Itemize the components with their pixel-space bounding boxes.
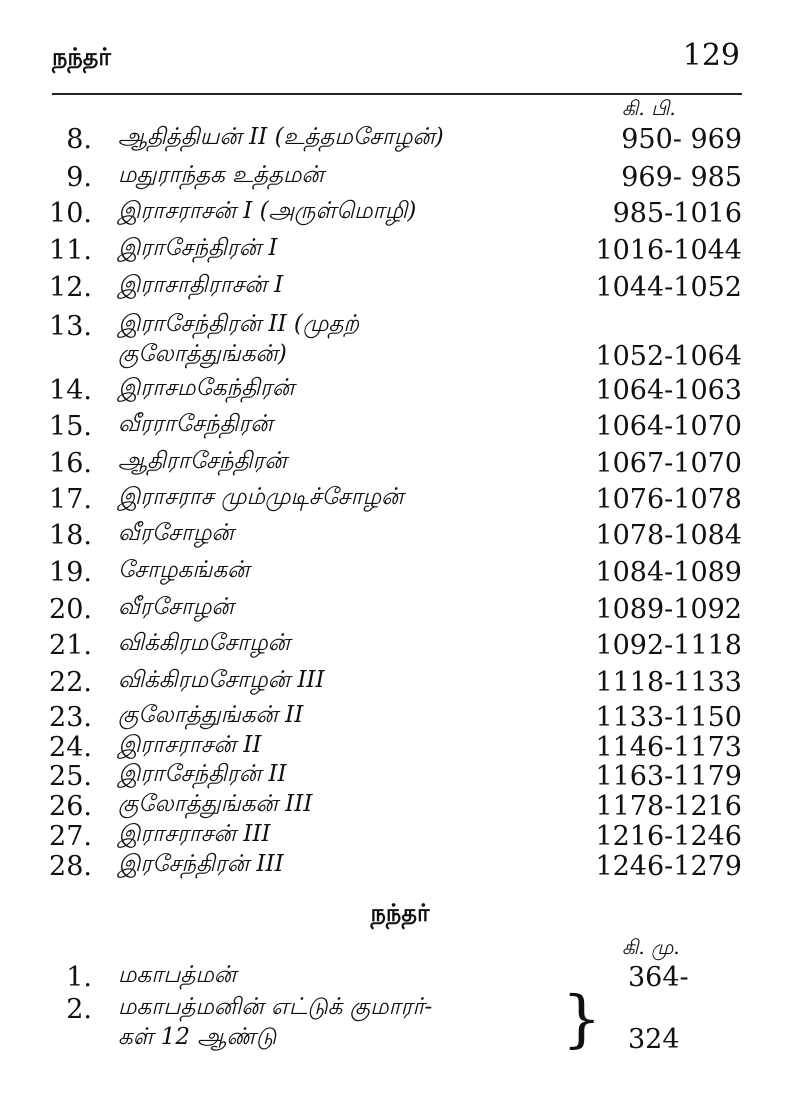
ruler-name: மகாபத்மனின் எட்டுக் குமாரர்- [118,994,433,1020]
reign-years: 1078-1084 [595,520,742,551]
reign-years: 1044-1052 [595,272,742,303]
ruler-name: மகாபத்மன் [118,962,237,988]
reign-years: 1084-1089 [595,557,742,588]
reign-years: 1064-1063 [595,375,742,406]
item-number: 19. [49,557,92,588]
list-item [0,162,800,198]
ruler-name: இராசமகேந்திரன் [118,375,295,401]
era-label-bce: கி. மு. [622,935,680,959]
item-number: 17. [49,484,92,515]
ruler-name: வீரசோழன் [118,594,234,620]
ruler-name: இராசராசன் II [118,732,262,758]
item-number: 8. [66,124,92,155]
list-item [0,484,800,520]
reign-years: 1163-1179 [595,761,742,792]
item-number: 14. [49,375,92,406]
page-header [52,38,740,88]
list-item [0,124,800,160]
item-number: 13. [49,311,92,342]
reign-years: 1089-1092 [595,594,742,625]
ruler-name: ஆதிராசேந்திரன் [118,448,287,474]
running-title: நந்தர் [52,42,111,71]
item-number: 11. [49,235,92,266]
ruler-name-continued: குலோத்துங்கன்) [118,341,287,367]
ruler-name: இராசேந்திரன் II [118,761,287,787]
reign-years: 1016-1044 [595,235,742,266]
reign-years: 985-1016 [612,198,742,229]
ruler-name: குலோத்துங்கன் III [118,791,313,817]
item-number: 1. [66,962,92,993]
item-number: 21. [49,630,92,661]
list-item [0,448,800,484]
list-item [0,311,800,372]
list-item [0,520,800,556]
reign-years: 969- 985 [621,162,742,193]
list-item [0,272,800,308]
list-item [0,594,800,630]
ruler-name: இராசராசன் I (அருள்மொழி) [118,198,417,224]
ruler-name: மதுராந்தக உத்தமன் [118,162,324,188]
ruler-name: வீரராசேந்திரன் [118,411,273,437]
reign-years: 1052-1064 [595,341,742,372]
item-number: 23. [49,702,92,733]
era-label-ce: கி. பி. [622,96,676,120]
reign-years: 1216-1246 [595,821,742,852]
reign-years: 1146-1173 [595,732,742,763]
reign-years: 1076-1078 [595,484,742,515]
ruler-name: இராசாதிராசன் I [118,272,284,298]
reign-years: 1092-1118 [595,630,742,661]
item-number: 25. [49,761,92,792]
ruler-name: இராசேந்திரன் I [118,235,278,261]
reign-years: 1246-1279 [595,851,742,882]
ruler-name: இராசேந்திரன் II (முதற் [118,311,360,337]
item-number: 28. [49,851,92,882]
list-item [0,198,800,234]
ruler-name: சோழகங்கன் [118,557,250,583]
item-number: 10. [49,198,92,229]
list-item [0,235,800,271]
list-item [0,557,800,593]
list-item [0,411,800,447]
reign-years: 1178-1216 [595,791,742,822]
item-number: 15. [49,411,92,442]
list-item [0,630,800,666]
item-number: 9. [66,162,92,193]
item-number: 16. [49,448,92,479]
reign-years: 364- [628,962,689,993]
ruler-name: விக்கிரமசோழன் [118,630,291,656]
item-number: 27. [49,821,92,852]
reign-years: 1067-1070 [595,448,742,479]
reign-years: 324 [628,1024,680,1055]
ruler-name: இரசேந்திரன் III [118,851,284,877]
section-title: நந்தர் [370,898,430,927]
list-item [0,962,800,998]
item-number: 18. [49,520,92,551]
reign-years: 1064-1070 [595,411,742,442]
header-rule [52,93,742,95]
list-item [0,851,800,887]
item-number: 22. [49,667,92,698]
item-number: 24. [49,732,92,763]
reign-years: 1133-1150 [595,702,742,733]
page-number: 129 [682,38,740,73]
list-item [0,994,800,1055]
ruler-name: விக்கிரமசோழன் III [118,667,325,693]
list-item [0,375,800,411]
ruler-name: வீரசோழன் [118,520,234,546]
list-item [0,667,800,703]
item-number: 12. [49,272,92,303]
reign-years: 950- 969 [621,124,742,155]
item-number: 26. [49,791,92,822]
ruler-name: இராசராச மும்முடிச்சோழன் [118,484,404,510]
item-number: 20. [49,594,92,625]
reign-years: 1118-1133 [595,667,742,698]
item-number: 2. [66,994,92,1025]
ruler-name-continued: கள் 12 ஆண்டு [118,1024,277,1050]
ruler-name: இராசராசன் III [118,821,271,847]
brace-symbol: } [562,982,602,1055]
ruler-name: குலோத்துங்கன் II [118,702,304,728]
ruler-name: ஆதித்தியன் II (உத்தமசோழன்) [118,124,444,150]
